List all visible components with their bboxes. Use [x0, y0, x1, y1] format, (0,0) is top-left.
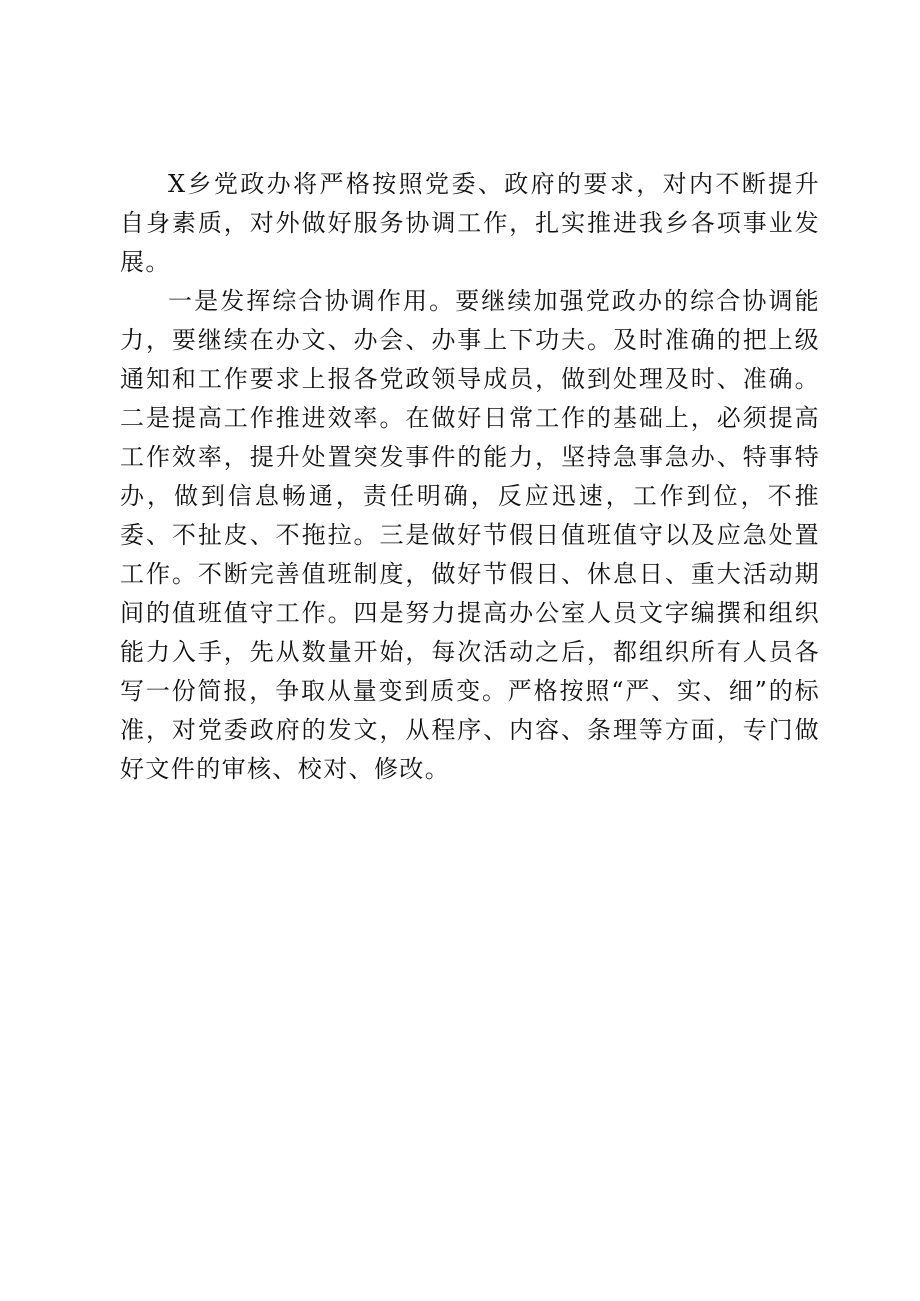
document-body: [120, 165, 820, 789]
paragraph-intro: X乡党政办将严格按照党委、政府的要求，对内不断提升自身素质，对外做好服务协调工作，扎实推进我乡各项事业发展。: [120, 170, 820, 276]
paragraph-measures: 一是发挥综合协调作用。要继续加强党政办的综合协调能力，要继续在办文、办会、办事上下功夫。及时准确的把上级通知和工作要求上报各党政领导成员，做到处理及时、准确。二是提高工作推进效率。在做好日常工作的基础上，必须提高工作效率，提升处置突发事件的能力，坚持急事急办、特事特办，做到信息畅通，责任明确，反应迅速，工作到位，不推委、不扯皮、不拖拉。三是做好节假日值班值守以及应急处置工作。不断完善值班制度，做好节假日、休息日、重大活动期间的值班值守工作。四是努力提高办公室人员文字编撰和组织能力入手，先从数量开始，每次活动之后，都组织所有人员各写一份简报，争取从量变到质变。严格按照“严、实、细”的标准，对党委政府的发文，从程序、内容、条理等方面，专门做好文件的审核、校对、修改。: [120, 287, 820, 783]
